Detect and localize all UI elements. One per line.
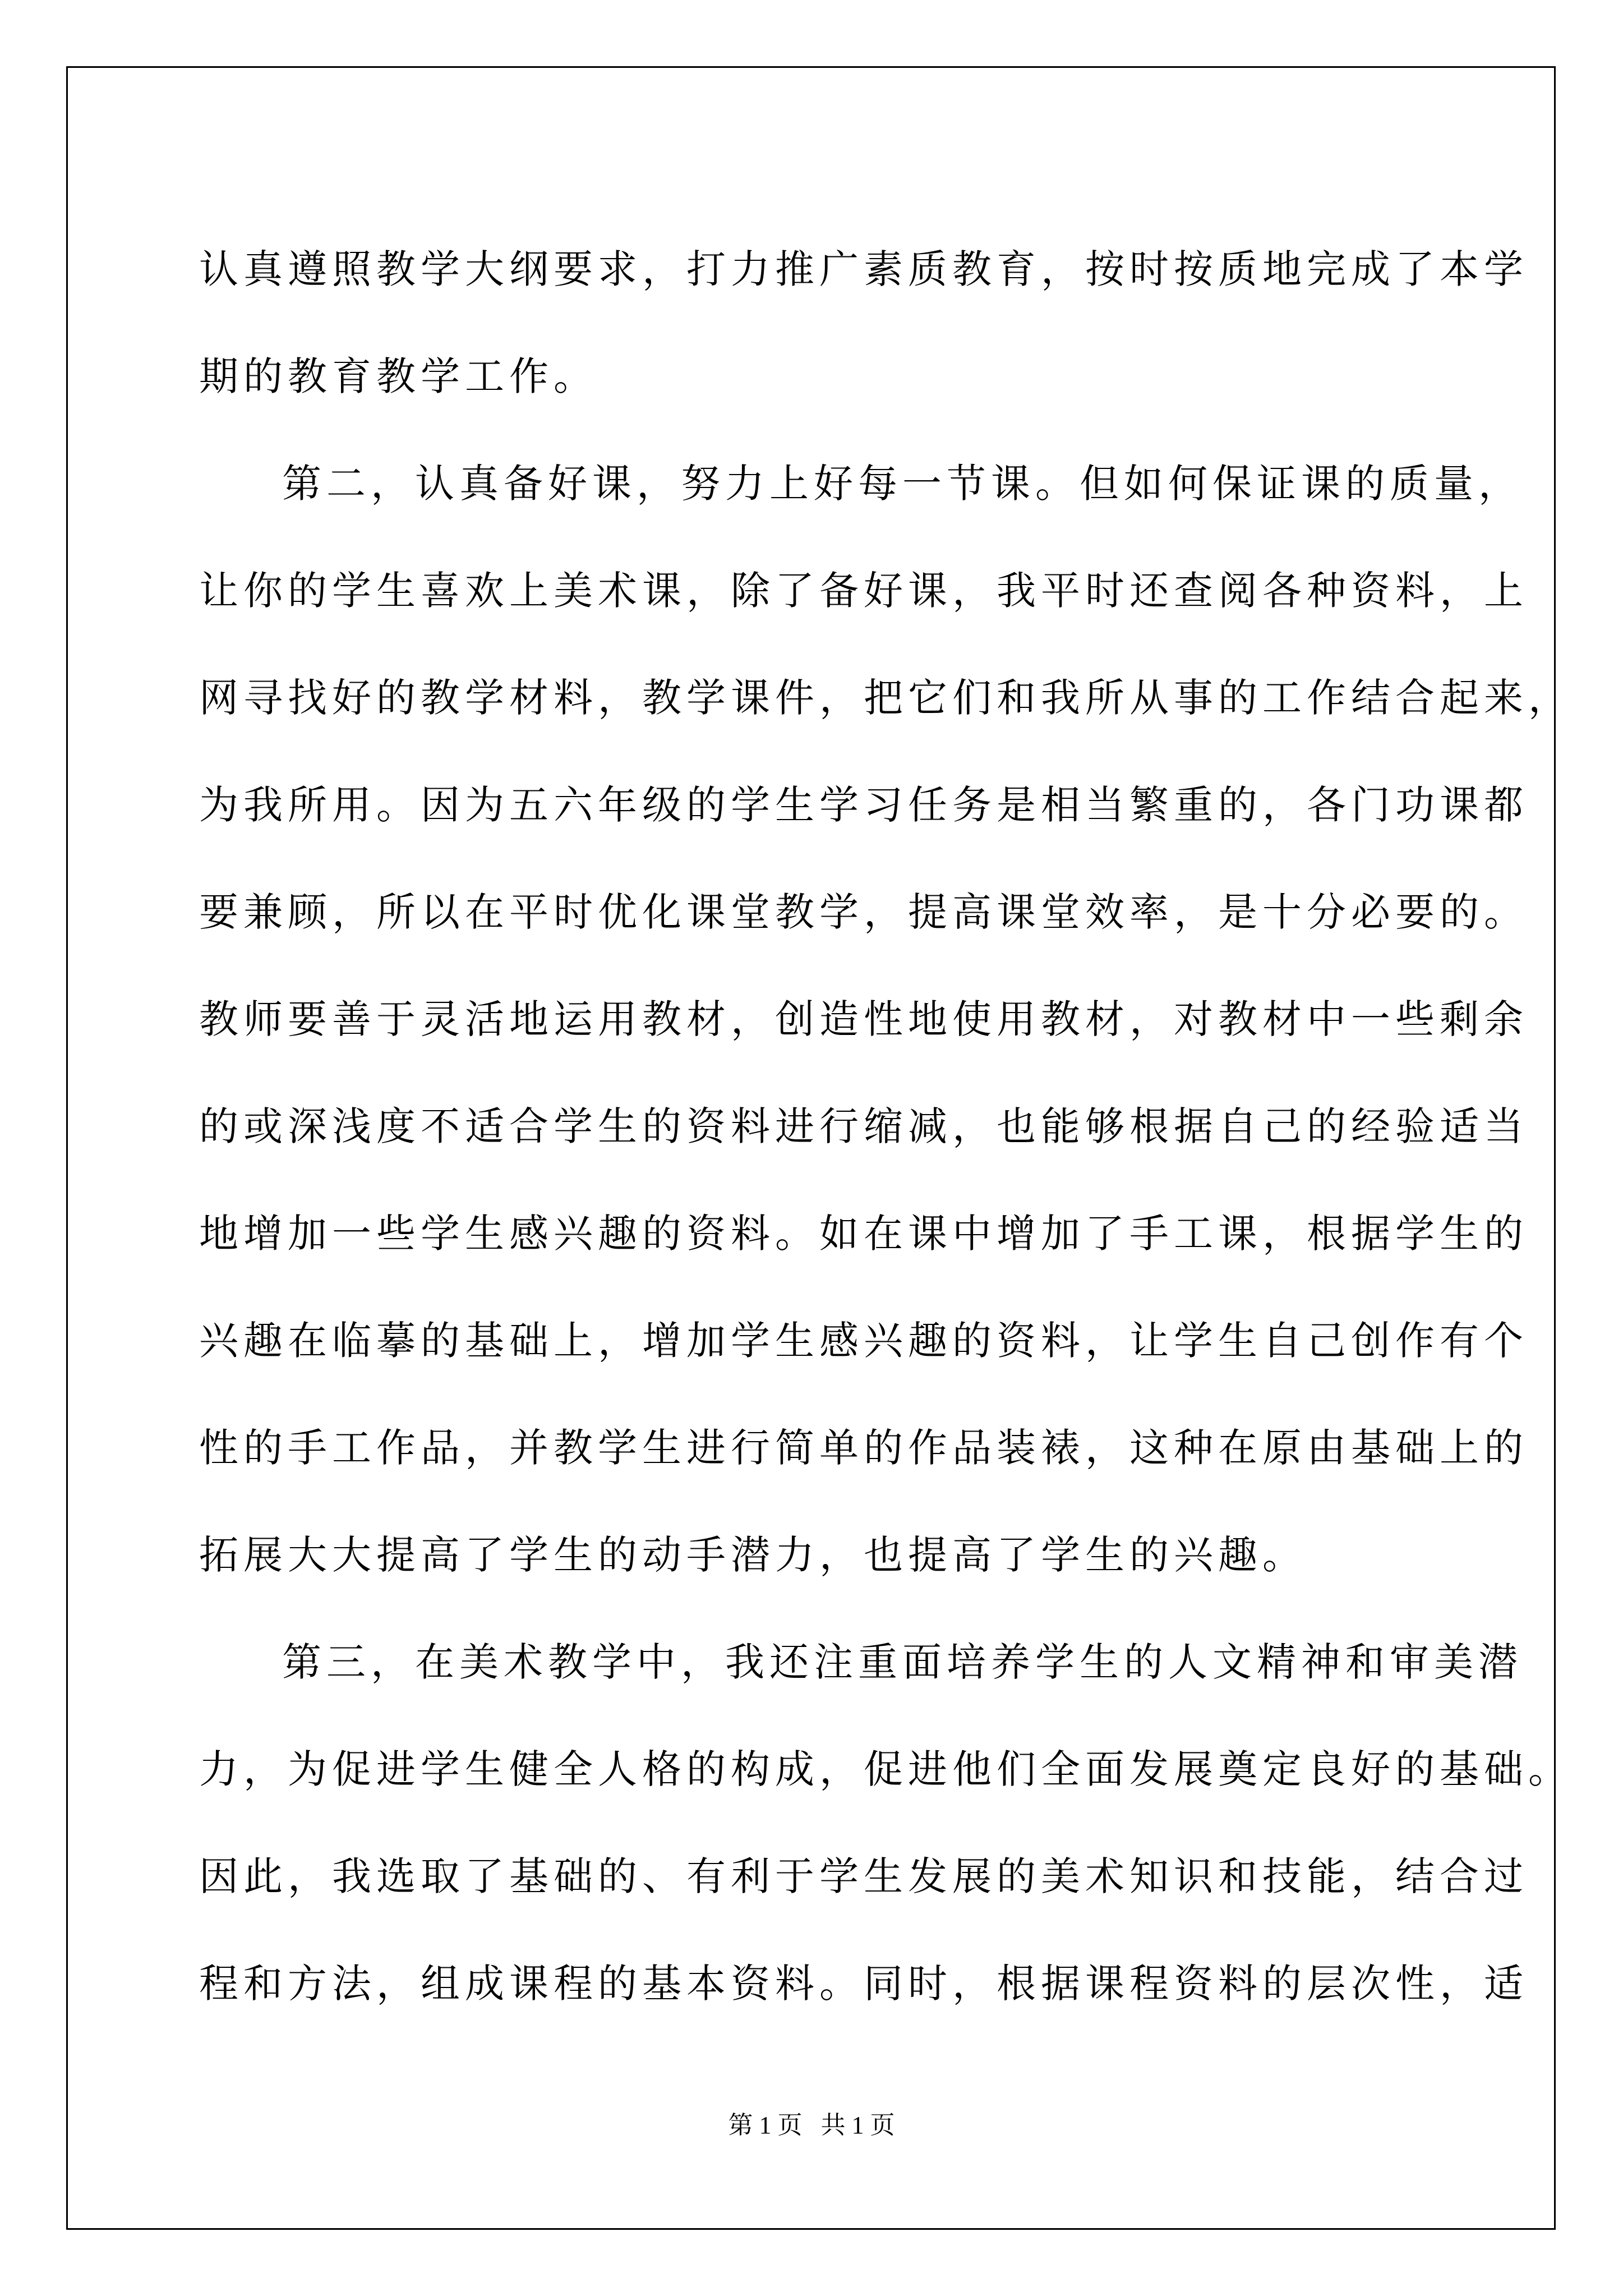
text-line: 第三，在美术教学中，我还注重面培养学生的人文精神和审美潜: [282, 1639, 1523, 1685]
text-line: 兴趣在临摹的基础上，增加学生感兴趣的资料，让学生自己创作有个: [199, 1318, 1528, 1364]
text-line: 期的教育教学工作。: [199, 353, 598, 399]
text-line: 网寻找好的教学材料，教学课件，把它们和我所从事的工作结合起来，: [199, 675, 1573, 721]
text-line: 让你的学生喜欢上美术课，除了备好课，我平时还查阅各种资料，上: [199, 568, 1528, 614]
text-line: 力，为促进学生健全人格的构成，促进他们全面发展奠定良好的基础。: [199, 1746, 1573, 1792]
text-line: 拓展大大提高了学生的动手潜力，也提高了学生的兴趣。: [199, 1532, 1307, 1578]
text-line: 认真遵照教学大纲要求，打力推广素质教育，按时按质地完成了本学: [199, 246, 1528, 292]
text-line: 地增加一些学生感兴趣的资料。如在课中增加了手工课，根据学生的: [199, 1211, 1528, 1257]
page-number-footer: 第 1 页 共 1 页: [728, 2111, 895, 2139]
text-line: 第二，认真备好课，努力上好每一节课。但如何保证课的质量，: [282, 461, 1523, 507]
text-line: 要兼顾，所以在平时优化课堂教学，提高课堂效率，是十分必要的。: [199, 889, 1528, 935]
text-line: 程和方法，组成课程的基本资料。同时，根据课程资料的层次性，适: [199, 1961, 1528, 2007]
text-line: 因此，我选取了基础的、有利于学生发展的美术知识和技能，结合过: [199, 1853, 1528, 1899]
text-line: 的或深浅度不适合学生的资料进行缩减，也能够根据自己的经验适当: [199, 1103, 1528, 1149]
text-line: 性的手工作品，并教学生进行简单的作品装裱，这种在原由基础上的: [199, 1425, 1528, 1471]
document-body: [199, 216, 1573, 2037]
text-line: 为我所用。因为五六年级的学生学习任务是相当繁重的，各门功课都: [199, 782, 1528, 828]
text-line: 教师要善于灵活地运用教材，创造性地使用教材，对教材中一些剩余: [199, 996, 1528, 1042]
